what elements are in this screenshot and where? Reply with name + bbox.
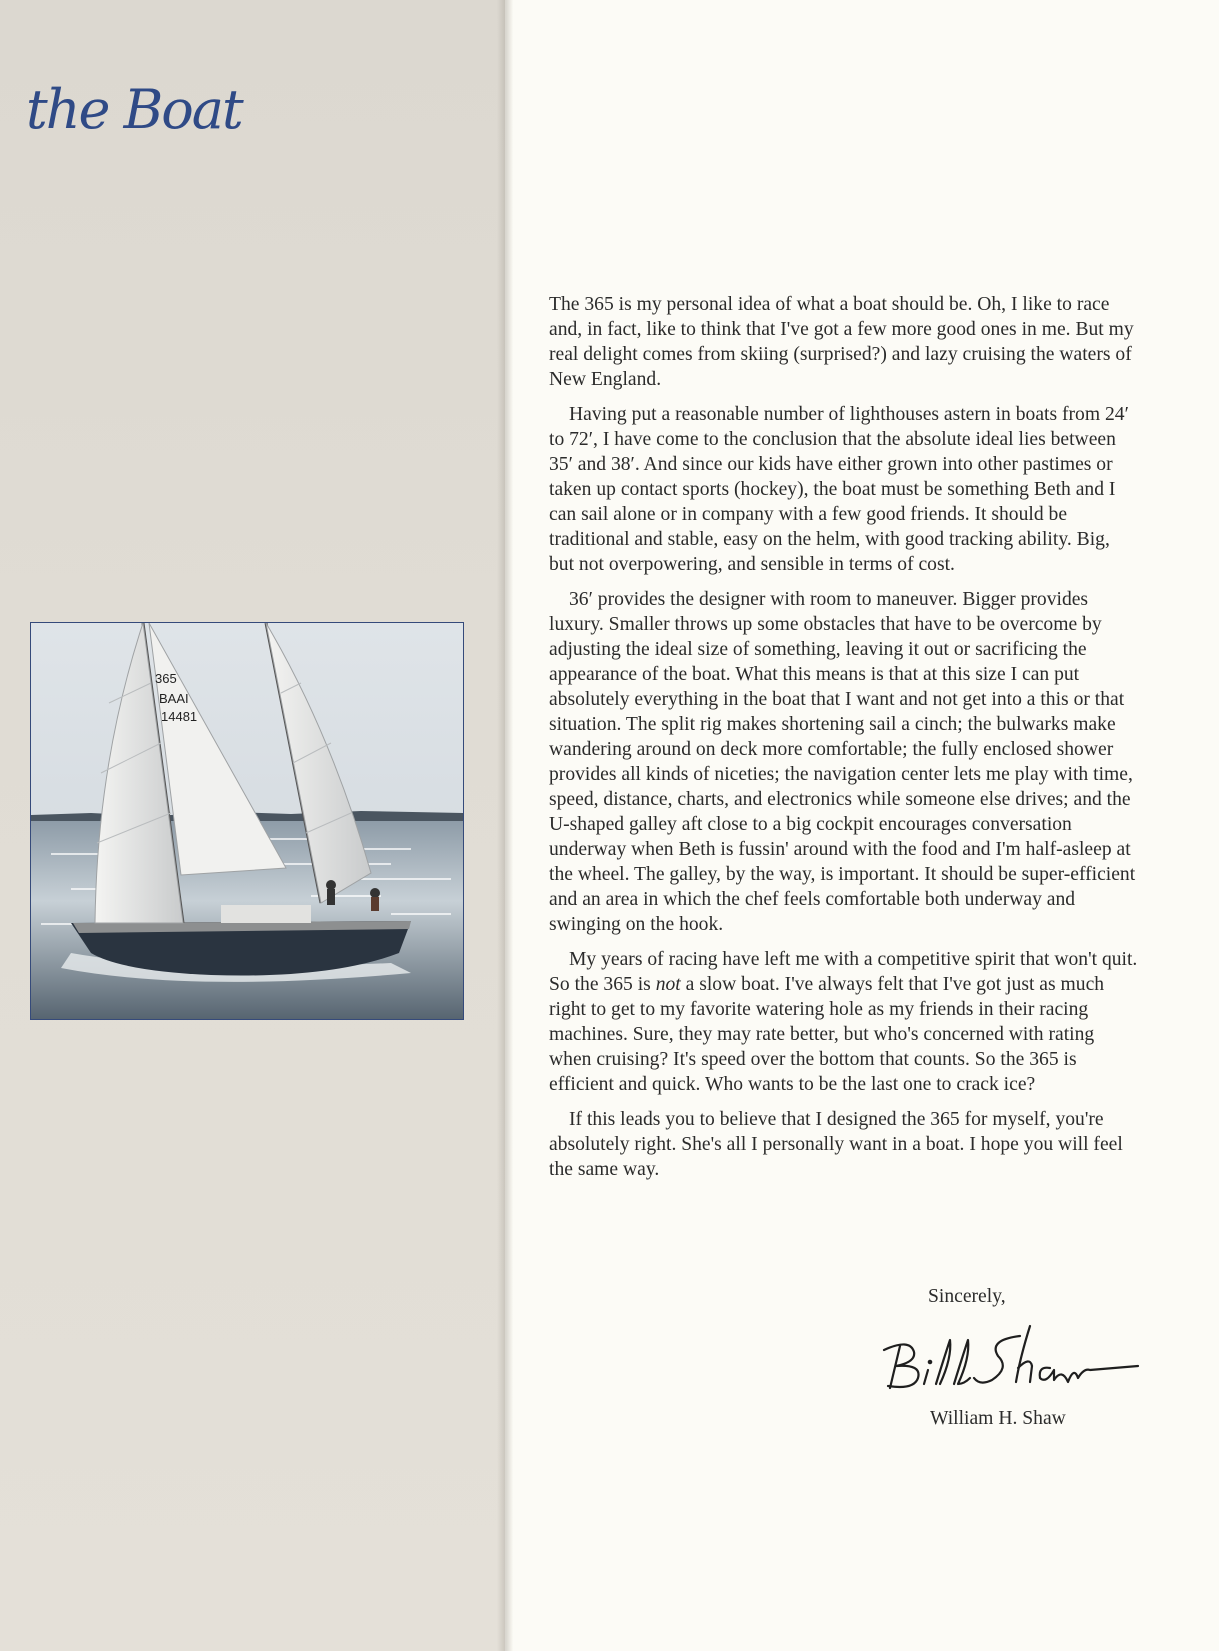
letter-body — [549, 292, 1139, 1192]
letter-paragraph-5: If this leads you to believe that I designed the 365 for myself, you're absolutely right. She's all I personally want in a boat. I hope you will feel the same way. — [549, 1109, 1123, 1180]
sail-number-365: 365 — [155, 671, 177, 686]
page-title: the Boat — [26, 78, 242, 141]
letter-closing: Sincerely, — [928, 1286, 1006, 1307]
signer-name: William H. Shaw — [930, 1408, 1066, 1429]
letter-paragraph-1: The 365 is my personal idea of what a boat should be. Oh, I like to race and, in fact, like to think that I've got a few more good ones in me. But my real delight comes from skiing (surprised?) and lazy cruising the waters of New England. — [549, 294, 1134, 390]
letter-emphasis: not — [655, 974, 681, 995]
letter-paragraph-4-end: a slow boat. I've always felt that I've got just as much right to get to my favorite watering hole as my friends in their racing machines. Sure, they may rate better, but who's concerned with rating when cruising? It's speed over the bottom that counts. So the 365 is efficient and quick. Who wants to be the last one to crack ice? — [549, 974, 1105, 1095]
letter-paragraph-4 — [549, 947, 1139, 1097]
left-panel — [0, 0, 505, 1651]
sail-number-id: 14481 — [161, 709, 198, 724]
letter-paragraph-3: 36′ provides the designer with room to maneuver. Bigger provides luxury. Smaller throws up some obstacles that have to be overcome by adjusting the ideal size of something, leaving it out or sacrificing the appearance of the boat. What this means is that at this size I can put absolutely everything in the boat that I want and not get into a this or that situation. The split rig makes shortening sail a cinch; the bulwarks make wandering around on deck more comfortable; the fully enclosed shower provides all kinds of niceties; the navigation center lets me play with time, speed, distance, charts, and electronics while someone else drives; and the U-shaped galley aft close to a big cockpit encourages conversation underway when Beth is fussin' around with the food and I'm half-asleep at the wheel. The galley, by the way, is important. It should be super-efficient and an area in which the chef feels comfortable both underway and swinging on the hook. — [549, 589, 1136, 935]
signature — [870, 1318, 1150, 1398]
letter-paragraph-4-start: My years of racing have left me with a competitive spirit that won't quit. So the 365 is — [549, 949, 1138, 995]
page-fold — [497, 0, 513, 1651]
sail-number-class: BAAI — [159, 691, 189, 706]
letter-paragraph-2: Having put a reasonable number of lighthouses astern in boats from 24′ to 72′, I have come to the conclusion that the absolute ideal lies between 35′ and 38′. And since our kids have either grown into other pastimes or taken up contact sports (hockey), the boat must be something Beth and I can sail alone or in company with a few good friends. It should be traditional and stable, easy on the helm, with good tracking ability. Big, but not overpowering, and sensible in terms of cost. — [549, 404, 1129, 575]
sailboat-photo — [30, 622, 464, 1020]
